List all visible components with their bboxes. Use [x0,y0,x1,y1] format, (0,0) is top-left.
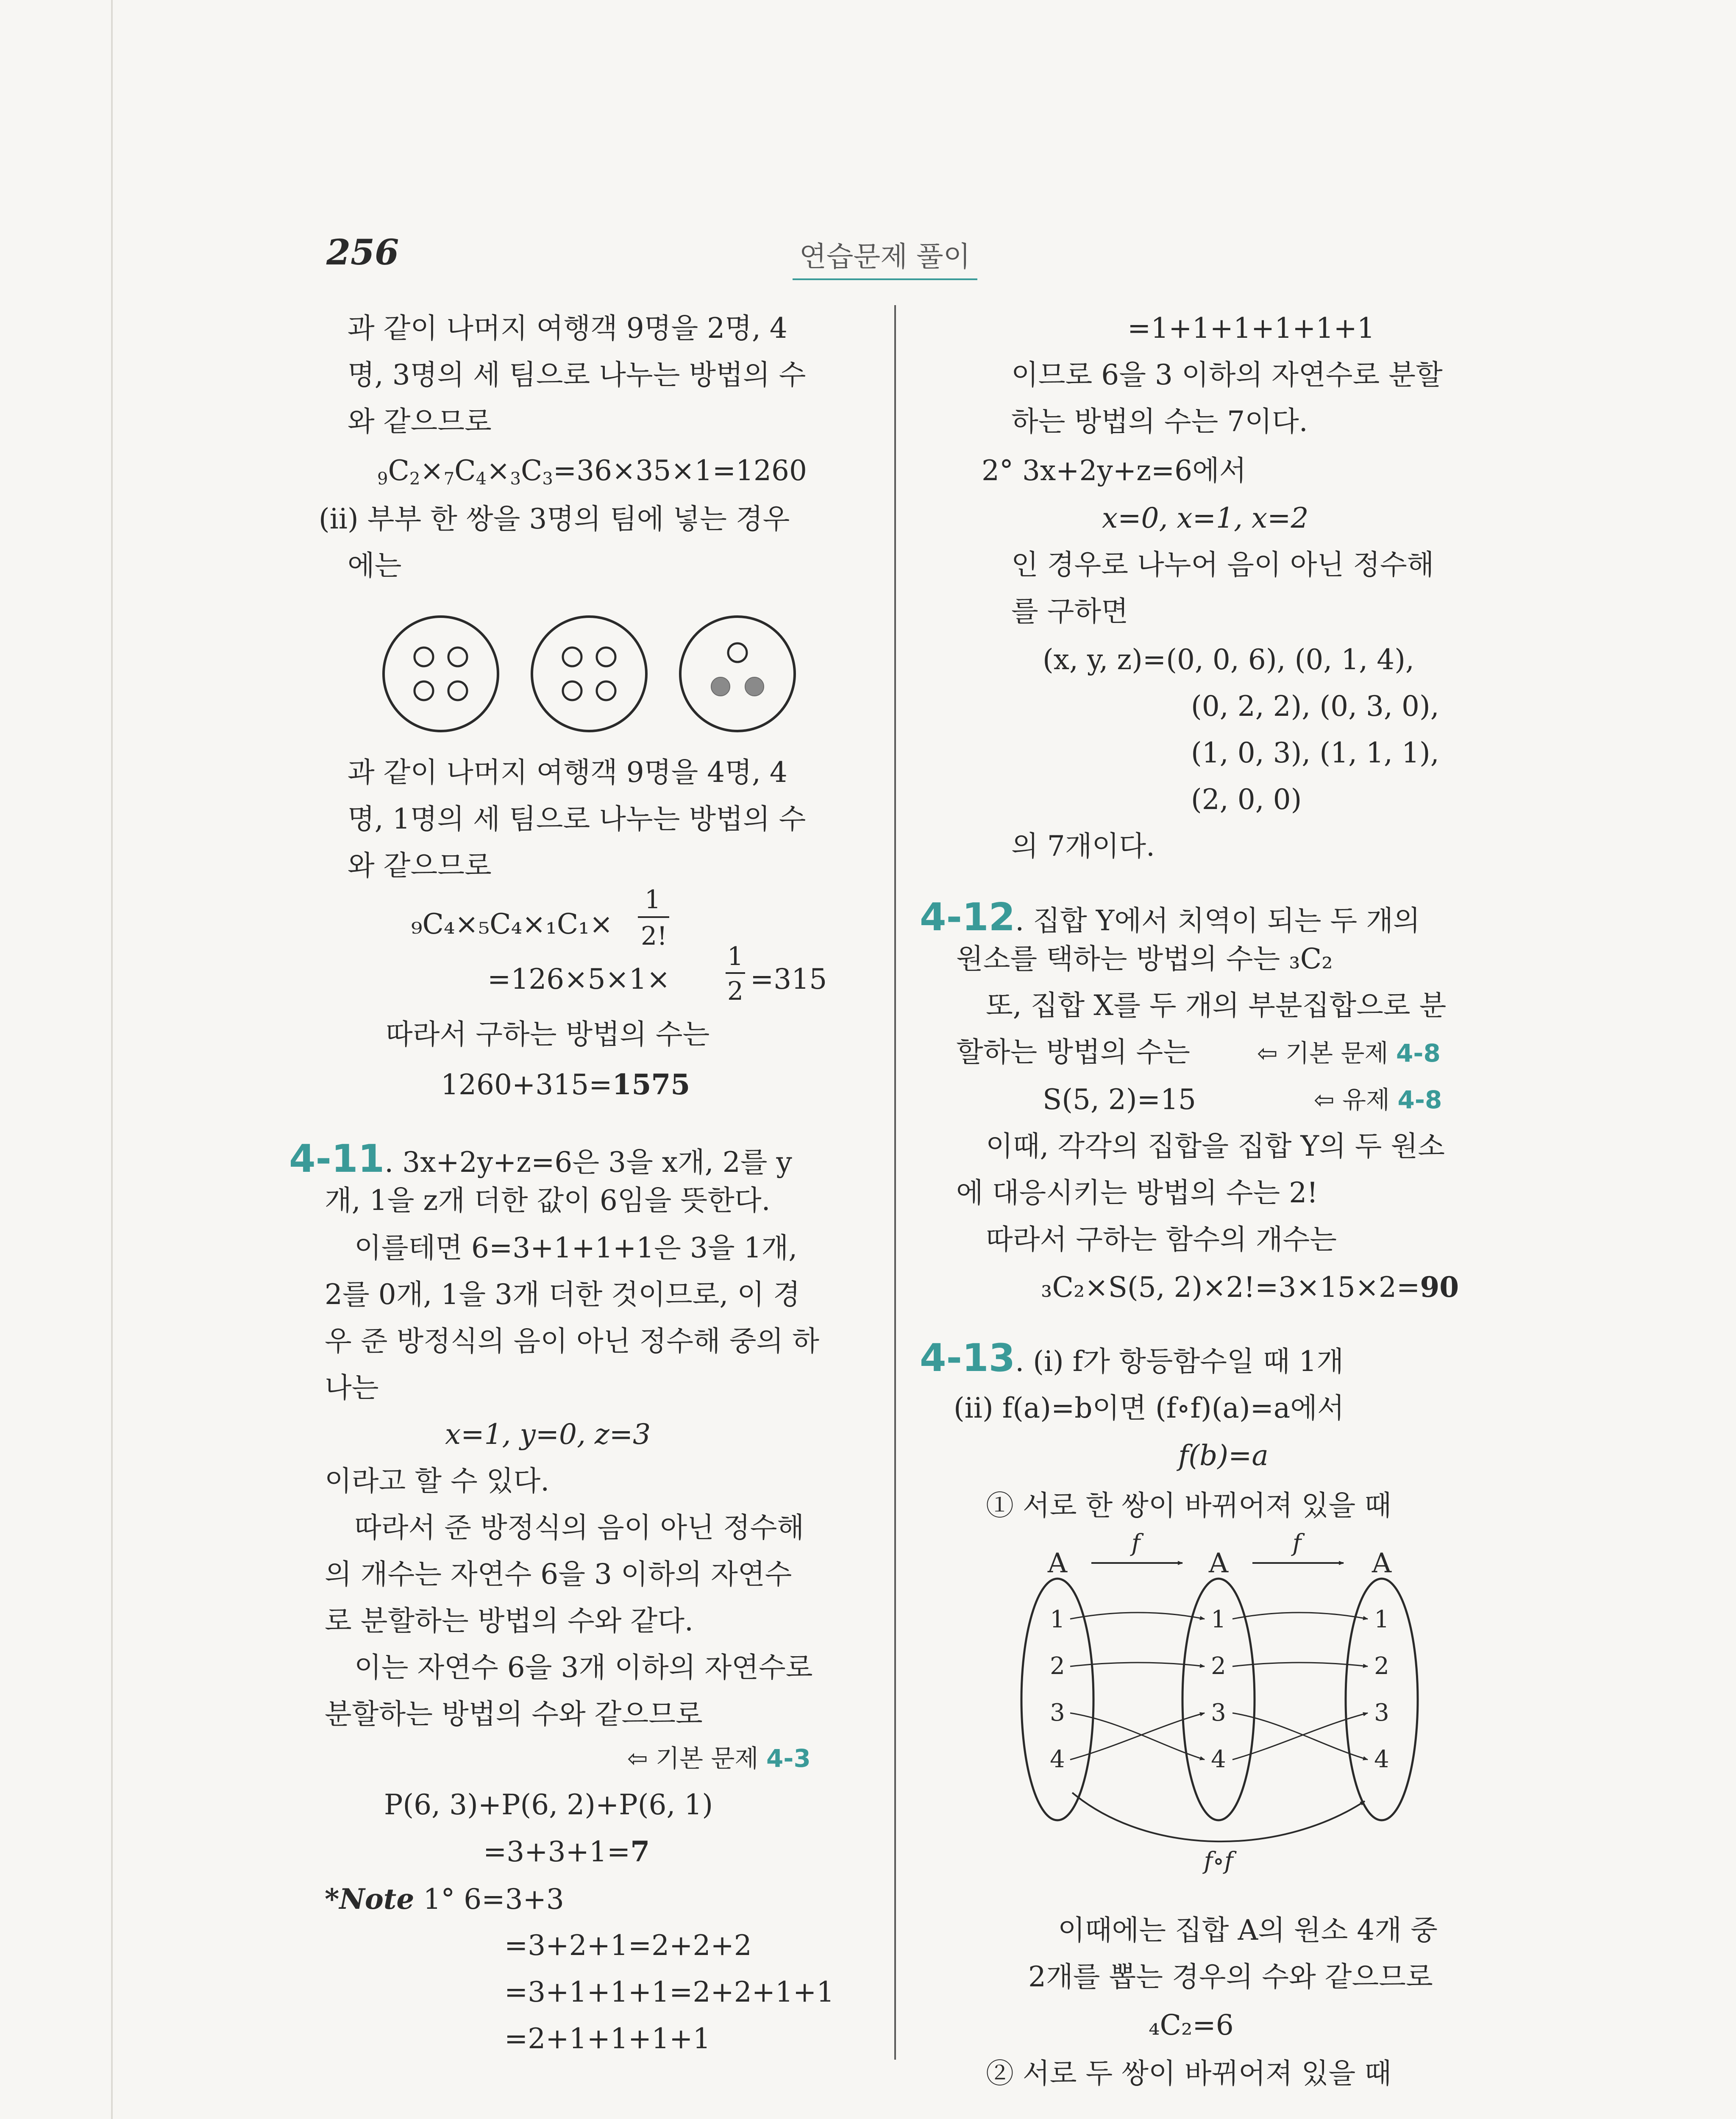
formula-line: (2, 0, 0) [1191,783,1302,816]
formula-line: =3+1+1+1=2+2+1+1 [504,1976,835,2008]
element-label: 3 [1050,1699,1065,1727]
composite-label: f∘f [1204,1847,1233,1875]
text-line: 명, 1명의 세 팀으로 나누는 방법의 수 [348,803,806,835]
function-label: f [1292,1529,1302,1557]
text-line: 에는 [348,549,402,582]
team-circle [680,617,795,731]
text-line: 로 분할하는 방법의 수와 같다. [325,1605,693,1637]
mapping-diagram [1009,1529,1454,1875]
note-label: *Note [325,1883,415,1916]
text-line: 개, 1을 z개 더한 값이 6임을 뜻한다. [325,1184,771,1217]
reference-note [1314,1087,1442,1112]
text-line: 와 같으므로 [348,405,492,438]
text-line: (ii) 부부 한 쌍을 3명의 팀에 넣는 경우 [319,503,790,535]
text-line: 인 경우로 나누어 음이 아닌 정수해 [1011,548,1434,581]
text-line: 이를테면 6=3+1+1+1은 3을 1개, [354,1232,798,1264]
set-label: A [1047,1548,1068,1579]
answer-value: 90 [1420,1271,1459,1304]
fraction-bar [726,972,745,974]
reference-number: 4-3 [766,1744,811,1773]
text-line: 를 구하면 [1011,595,1129,628]
text-line: 원소를 택하는 방법의 수는 ₃C₂ [956,943,1333,975]
text-line: 할하는 방법의 수는 [956,1036,1191,1068]
text-line: 집합 Y에서 치역이 되는 두 개의 [1033,904,1420,937]
problem-number: 4-13 [920,1336,1015,1380]
text-line: (ii) f(a)=b이면 (f∘f)(a)=a에서 [954,1392,1344,1424]
answer-line [441,1068,690,1101]
text-line: 따라서 준 방정식의 음이 아닌 정수해 [354,1511,804,1544]
subscript: 4 [476,469,487,489]
answer-line [483,1835,650,1868]
text-line: 와 같으므로 [348,849,492,882]
reference-text: ⇦ 유제 [1314,1085,1398,1114]
mapping-line [1232,1613,1368,1619]
text-line: 이므로 6을 3 이하의 자연수로 분할 [1011,359,1443,391]
function-label: f [1131,1529,1141,1557]
element-label: 1 [1050,1606,1065,1633]
formula-line: x=1, y=0, z=3 [445,1418,651,1451]
answer-expression: 1260+315= [441,1068,612,1101]
element-label: 4 [1050,1746,1065,1773]
text-line: 또, 집합 X를 두 개의 부분집합으로 분 [986,989,1447,1022]
answer-line [1041,1271,1459,1304]
problem-heading [289,1137,792,1181]
formula-line: x=0, x=1, x=2 [1102,502,1309,534]
element-label: 1 [1374,1606,1389,1633]
text-line: 에 대응시키는 방법의 수는 2! [956,1176,1318,1209]
problem-heading [920,1336,1344,1380]
reference-number: 4-8 [1397,1085,1442,1114]
reference-text: ⇦ 기본 문제 [1257,1039,1397,1068]
subscript: 3 [542,469,553,489]
text-line: 3x+2y+z=6은 3을 x개, 2를 y [402,1146,792,1179]
set-label: A [1208,1548,1229,1579]
text-line: 2개를 뽑는 경우의 수와 같으므로 [1028,1960,1433,1993]
element-label: 3 [1211,1699,1226,1727]
formula-line: (0, 2, 2), (0, 3, 0), [1191,690,1439,723]
text-line: 의 개수는 자연수 6을 3 이하의 자연수 [325,1558,792,1591]
fraction-denominator: 2 [727,976,744,1006]
reference-number: 4-8 [1396,1039,1441,1068]
formula-line: (x, y, z)=(0, 0, 6), (0, 1, 4), [1043,643,1414,676]
formula-line: S(5, 2)=15 [1043,1083,1196,1116]
text-line: 이는 자연수 6을 3개 이하의 자연수로 [354,1651,813,1684]
reference-note [1257,1039,1441,1068]
problem-number-dot: . [384,1146,394,1179]
answer-value: 1575 [612,1068,690,1101]
text-line: 우 준 방정식의 음이 아닌 정수해 중의 하 [325,1325,819,1357]
element-label: 4 [1374,1746,1389,1773]
combination-formula [377,454,807,489]
text-line: 하는 방법의 수는 7이다. [1011,405,1308,438]
text-line: 이때에는 집합 A의 원소 4개 중 [1058,1914,1438,1947]
text-line: 의 7개이다. [1011,830,1155,862]
set-label: A [1372,1548,1392,1579]
text-line: 1° 6=3+3 [423,1883,564,1916]
answer-expression: ₃C₂×S(5, 2)×2!=3×15×2= [1041,1271,1420,1304]
formula-line: f(b)=a [1178,1439,1269,1472]
text-line: 명, 3명의 세 팀으로 나누는 방법의 수 [348,359,806,391]
team-circles-figure [373,610,805,737]
fraction-numerator: 1 [644,885,661,915]
reference-note [627,1746,811,1771]
element-label: 2 [1374,1652,1389,1680]
combination-symbol: C [388,454,409,487]
formula-line: =126×5×1× [487,963,670,996]
formula-line: =3+2+1=2+2+2 [504,1929,752,1962]
team-circle [532,617,646,731]
text-line: 2° 3x+2y+z=6에서 [982,454,1246,487]
text-line: ① 서로 한 쌍이 바뀌어져 있을 때 [986,1489,1391,1522]
team-circle [384,617,498,731]
text-line: 2를 0개, 1을 3개 더한 것이므로, 이 경 [325,1278,800,1311]
fraction-denominator: 2! [641,921,668,951]
subscript: 7 [443,469,455,489]
problem-number: 4-12 [920,895,1015,940]
running-title: 연습문제 풀이 [793,234,977,280]
subscript: 2 [409,469,420,489]
element-label: 2 [1211,1652,1226,1680]
page-spine [111,0,113,2119]
formula-line: =2+1+1+1+1 [504,2022,711,2055]
text-line: ② 서로 두 쌍이 바뀌어져 있을 때 [986,2057,1391,2090]
problem-number-dot: . [1015,1345,1024,1378]
subscript: 3 [510,469,521,489]
formula-line: ₉C₄×₅C₄×₁C₁× [411,908,613,940]
answer-value: 7 [630,1835,650,1868]
text-line: 분할하는 방법의 수와 같으므로 [325,1698,703,1730]
note-line [325,1883,564,1916]
text-line: 나는 [325,1371,379,1404]
fraction-numerator: 1 [727,942,744,971]
element-label: 1 [1211,1606,1226,1633]
element-label: 2 [1050,1652,1065,1680]
formula-result: =36×35×1=1260 [553,454,807,487]
answer-expression: =3+3+1= [483,1835,631,1868]
page-number: 256 [326,232,399,273]
formula-line: =315 [750,963,827,996]
subscript: 9 [377,469,388,489]
fraction-bar [638,916,669,918]
formula-line: P(6, 3)+P(6, 2)+P(6, 1) [384,1788,713,1821]
formula-line: (1, 0, 3), (1, 1, 1), [1191,737,1439,769]
formula-line: =1+1+1+1+1+1 [1127,312,1375,345]
problem-number: 4-11 [289,1137,385,1181]
times-sign: × [420,454,444,487]
text-line: (i) f가 항등함수일 때 1개 [1033,1345,1344,1378]
column-divider [894,305,896,2060]
formula-line: ₄C₂=6 [1149,2009,1234,2041]
element-label: 4 [1211,1746,1226,1773]
mapping-line [1070,1613,1205,1619]
text-line: 따라서 구하는 방법의 수는 [386,1018,710,1051]
combination-symbol: C [520,454,542,487]
element-label: 3 [1374,1699,1389,1727]
text-line: 이때, 각각의 집합을 집합 Y의 두 원소 [986,1130,1445,1162]
times-sign: × [487,454,510,487]
text-line: 이라고 할 수 있다. [325,1465,550,1497]
text-line: 과 같이 나머지 여행객 9명을 2명, 4 [348,312,787,345]
problem-number-dot: . [1015,904,1024,937]
reference-text: ⇦ 기본 문제 [627,1744,767,1773]
text-line: 따라서 구하는 함수의 개수는 [986,1223,1337,1256]
composite-arrow [1072,1793,1365,1841]
problem-heading [920,895,1420,940]
combination-symbol: C [454,454,476,487]
text-line: 과 같이 나머지 여행객 9명을 4명, 4 [348,756,787,789]
